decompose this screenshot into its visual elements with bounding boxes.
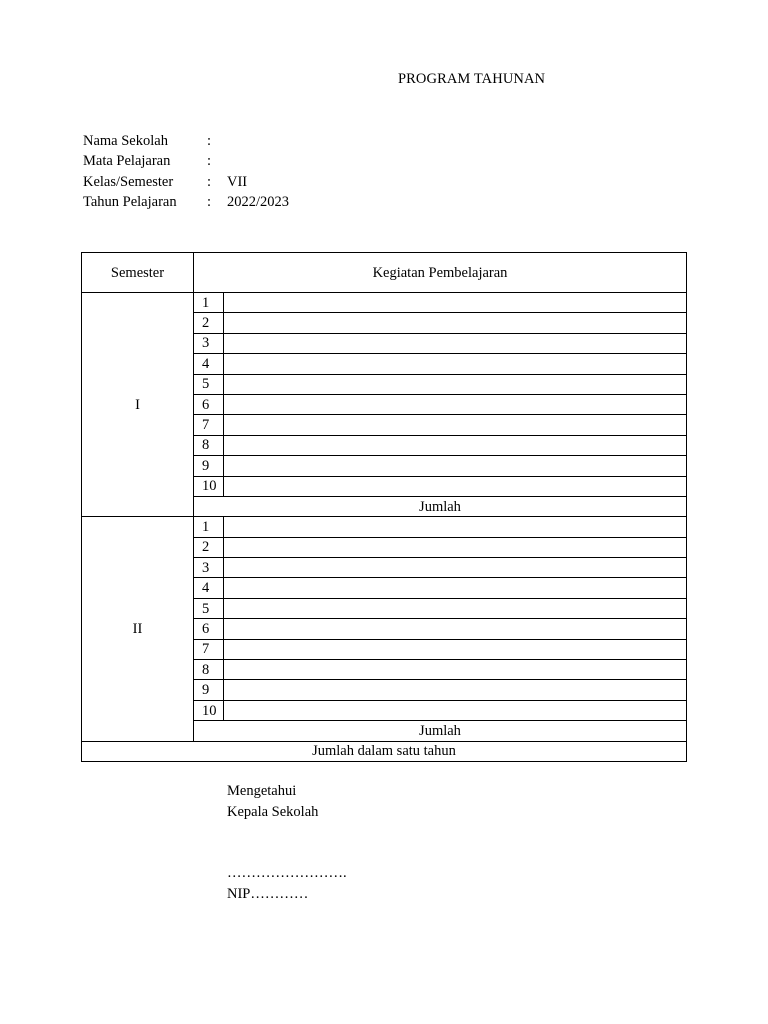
activity-cell xyxy=(224,578,687,598)
activity-cell xyxy=(224,660,687,680)
header-semester: Semester xyxy=(82,253,194,293)
signature-block xyxy=(227,781,347,904)
activity-cell xyxy=(224,639,687,659)
row-number: 8 xyxy=(194,435,224,455)
row-number: 4 xyxy=(194,354,224,374)
signature-role: Kepala Sekolah xyxy=(227,803,319,820)
activity-cell xyxy=(224,619,687,639)
row-number: 6 xyxy=(194,619,224,639)
row-number: 10 xyxy=(194,476,224,496)
row-number: 1 xyxy=(194,293,224,313)
row-number: 7 xyxy=(194,415,224,435)
activity-cell xyxy=(224,558,687,578)
activity-cell xyxy=(224,680,687,700)
activity-cell xyxy=(224,537,687,557)
info-label: Nama Sekolah xyxy=(83,133,168,149)
info-label: Tahun Pelajaran xyxy=(83,194,177,211)
activity-cell xyxy=(224,293,687,313)
info-label: Kelas/Semester xyxy=(83,173,174,190)
table-row xyxy=(82,517,687,537)
activity-cell xyxy=(224,456,687,476)
program-table xyxy=(81,252,687,762)
row-number: 2 xyxy=(194,537,224,557)
table-row xyxy=(82,293,687,313)
activity-cell xyxy=(224,598,687,618)
row-number: 2 xyxy=(194,313,224,333)
activity-cell xyxy=(224,354,687,374)
row-number: 9 xyxy=(194,456,224,476)
activity-cell xyxy=(224,394,687,414)
info-label: Mata Pelajaran xyxy=(83,153,171,170)
signature-acknowledge: Mengetahui xyxy=(227,783,297,799)
activity-cell xyxy=(224,700,687,720)
activity-cell xyxy=(224,517,687,537)
signature-name-placeholder: ……………………. xyxy=(227,865,347,881)
row-number: 3 xyxy=(194,333,224,353)
row-number: 9 xyxy=(194,680,224,700)
annual-total-label: Jumlah dalam satu tahun xyxy=(82,741,687,761)
row-number: 6 xyxy=(194,394,224,414)
info-value: 2022/2023 xyxy=(227,194,290,211)
info-colon: : xyxy=(207,133,212,149)
activity-cell xyxy=(224,415,687,435)
row-number: 7 xyxy=(194,639,224,659)
info-value: VII xyxy=(227,173,248,190)
subtotal-label: Jumlah xyxy=(194,496,687,516)
signature-nip: NIP………… xyxy=(227,885,309,902)
row-number: 8 xyxy=(194,660,224,680)
semester-cell: I xyxy=(82,293,194,517)
activity-cell xyxy=(224,476,687,496)
row-number: 1 xyxy=(194,517,224,537)
signature-space xyxy=(227,822,347,863)
table-header-row xyxy=(82,253,687,293)
activity-cell xyxy=(224,313,687,333)
row-number: 5 xyxy=(194,374,224,394)
info-colon: : xyxy=(207,153,212,170)
activity-cell xyxy=(224,374,687,394)
row-number: 5 xyxy=(194,598,224,618)
header-kegiatan: Kegiatan Pembelajaran xyxy=(194,253,687,293)
subtotal-label: Jumlah xyxy=(194,721,687,741)
row-number: 4 xyxy=(194,578,224,598)
activity-cell xyxy=(224,333,687,353)
activity-cell xyxy=(224,435,687,455)
info-colon: : xyxy=(207,194,212,211)
row-number: 10 xyxy=(194,700,224,720)
semester-cell: II xyxy=(82,517,194,741)
annual-total-row xyxy=(82,741,687,761)
info-colon: : xyxy=(207,173,212,190)
page-title: PROGRAM TAHUNAN xyxy=(398,71,546,87)
row-number: 3 xyxy=(194,558,224,578)
